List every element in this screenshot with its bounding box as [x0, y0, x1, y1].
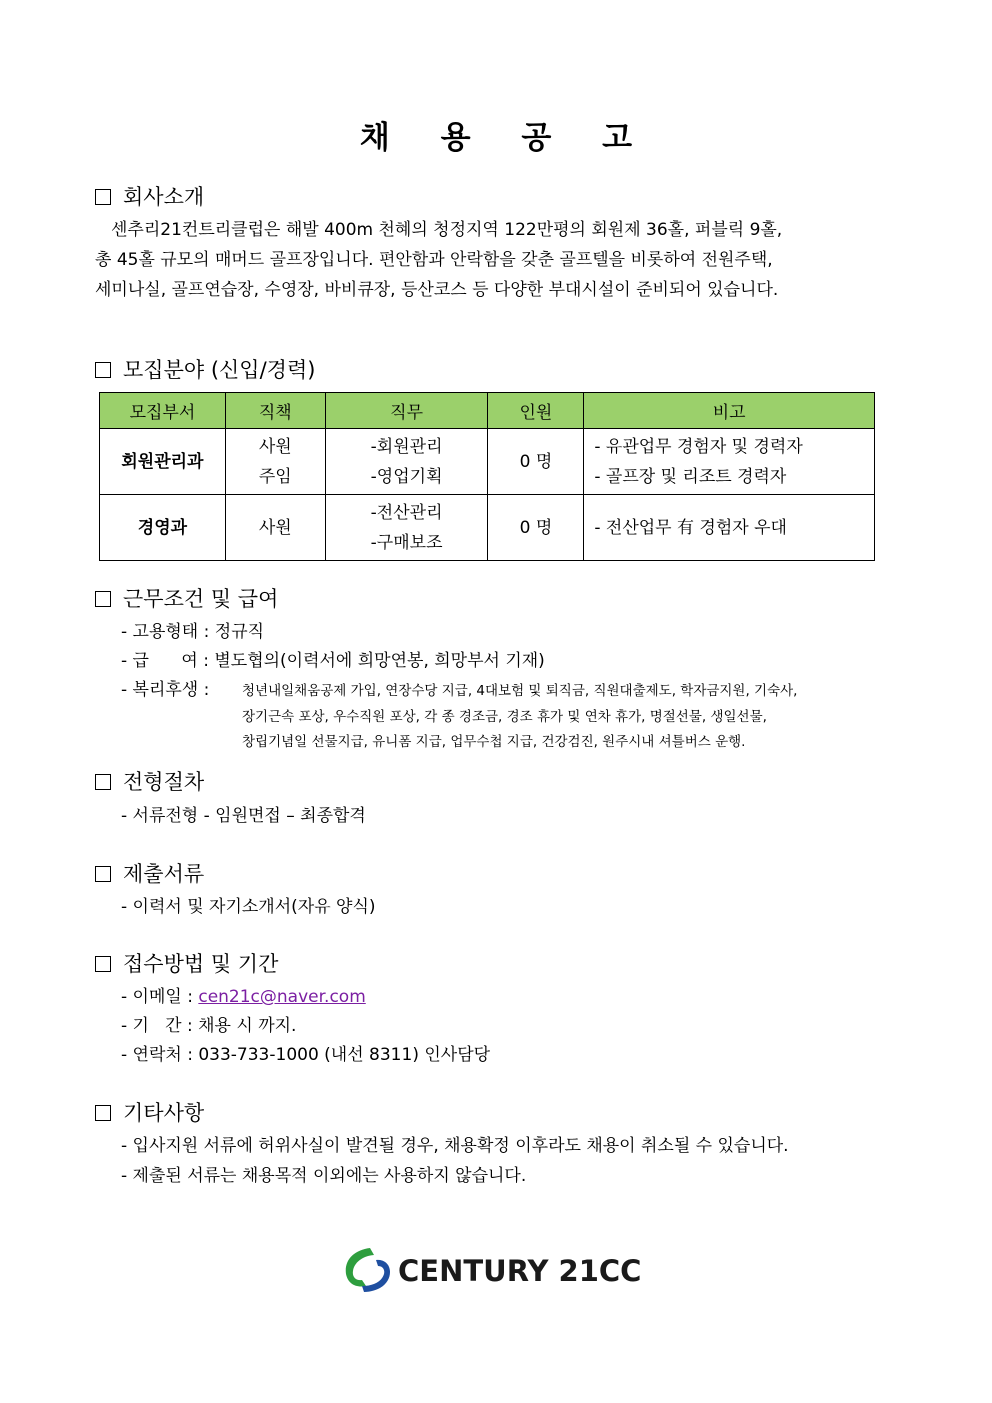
page-title: 채 용 공 고 — [359, 120, 653, 156]
etc-line-2: - 제출된 서류는 채용목적 이외에는 사용하지 않습니다. — [121, 1166, 527, 1186]
table-header-row — [100, 393, 875, 429]
section-title: 모집분야 (신입/경력) — [123, 358, 316, 382]
table-row — [100, 429, 875, 495]
note-text: - 골프장 및 리조트 경력자 — [594, 466, 787, 487]
century21-logo-icon — [340, 1244, 396, 1300]
header-duty: 직무 — [325, 393, 488, 429]
position-cell — [225, 429, 325, 495]
welfare-line-1: 청년내일채움공제 가입, 연장수당 지급, 4대보험 및 퇴직금, 직원대출제도, 학자금지원, 기숙사, — [242, 683, 798, 699]
welfare-line-3: 창립기념일 선물지급, 유니폼 지급, 업무수첩 지급, 건강검진, 원주시내 셔틀버스 운행. — [242, 734, 746, 750]
intro-line-2: 총 45홀 규모의 매머드 골프장입니다. 편안함과 안락함을 갖춘 골프텔을 비롯하여 전원주택, — [95, 250, 773, 270]
note-cell: - 전산업무 有 경험자 우대 — [584, 495, 875, 561]
section-heading-intro — [95, 183, 204, 211]
email-link[interactable]: cen21c@naver.com — [198, 987, 366, 1007]
duty-text: -영업기획 — [370, 466, 443, 487]
checkbox-square-icon — [95, 956, 111, 972]
section-heading-documents — [95, 860, 204, 888]
salary-value: 별도협의(이력서에 희망연봉, 희망부서 기재) — [214, 651, 545, 671]
duty-cell — [325, 495, 488, 561]
duty-text: -회원관리 — [370, 436, 443, 457]
section-title: 기타사항 — [123, 1101, 205, 1125]
section-heading-process — [95, 768, 204, 796]
header-note: 비고 — [584, 393, 875, 429]
intro-line-1: 센추리21컨트리클럽은 해발 400m 천혜의 청정지역 122만평의 회원제 36홀, 퍼블릭 9홀, — [111, 220, 783, 240]
employment-type-row — [121, 620, 264, 644]
position-text: 주임 — [258, 466, 292, 487]
note-text: - 유관업무 경험자 및 경력자 — [594, 436, 803, 457]
checkbox-square-icon — [95, 189, 111, 205]
process-line: - 서류전형 - 임원면접 – 최종합격 — [121, 806, 366, 826]
email-row — [121, 985, 366, 1009]
etc-line-1: - 입사지원 서류에 허위사실이 발견될 경우, 채용확정 이후라도 채용이 취소될 수 있습니다. — [121, 1136, 789, 1156]
table-row — [100, 495, 875, 561]
checkbox-square-icon — [95, 1105, 111, 1121]
note-cell — [584, 429, 875, 495]
duty-text: -전산관리 — [370, 502, 443, 523]
position-cell: 사원 — [225, 495, 325, 561]
period-row: - 기 간 : 채용 시 까지. — [121, 1016, 297, 1036]
welfare-label: - 복리후생 : — [121, 680, 210, 700]
position-text: 사원 — [258, 436, 292, 457]
section-title: 근무조건 및 급여 — [123, 587, 279, 611]
header-dept: 모집부서 — [100, 393, 226, 429]
section-title: 접수방법 및 기간 — [123, 952, 279, 976]
duty-text: -구매보조 — [370, 532, 443, 553]
documents-line: - 이력서 및 자기소개서(자유 양식) — [121, 897, 376, 917]
salary-row — [121, 649, 545, 673]
employment-value: 정규직 — [214, 622, 265, 642]
header-count: 인원 — [488, 393, 584, 429]
contact-row: - 연락처 : 033-733-1000 (내선 8311) 인사담당 — [121, 1045, 491, 1065]
email-label: - 이메일 : — [121, 987, 193, 1007]
dept-cell: 경영과 — [100, 495, 226, 561]
recruit-table — [99, 392, 875, 561]
intro-line-3: 세미나실, 골프연습장, 수영장, 바비큐장, 등산코스 등 다양한 부대시설이 준비되어 있습니다. — [95, 280, 779, 300]
section-title: 회사소개 — [123, 185, 205, 209]
century21-logo-text: CENTURY 21CC — [398, 1254, 642, 1288]
section-heading-apply — [95, 950, 278, 978]
checkbox-square-icon — [95, 774, 111, 790]
checkbox-square-icon — [95, 362, 111, 378]
welfare-line-2: 장기근속 포상, 우수직원 포상, 각 종 경조금, 경조 휴가 및 연차 휴가, 명절선물, 생일선물, — [242, 709, 767, 725]
salary-label: - 급 여 : — [121, 651, 209, 671]
dept-cell: 회원관리과 — [100, 429, 226, 495]
header-position: 직책 — [225, 393, 325, 429]
checkbox-square-icon — [95, 866, 111, 882]
checkbox-square-icon — [95, 591, 111, 607]
count-cell: 0 명 — [488, 495, 584, 561]
section-title: 전형절차 — [123, 770, 205, 794]
section-heading-etc — [95, 1099, 204, 1127]
section-heading-recruit — [95, 356, 315, 384]
section-title: 제출서류 — [123, 862, 205, 886]
employment-label: - 고용형태 : — [121, 622, 210, 642]
count-cell: 0 명 — [488, 429, 584, 495]
section-heading-conditions — [95, 585, 278, 613]
duty-cell — [325, 429, 488, 495]
